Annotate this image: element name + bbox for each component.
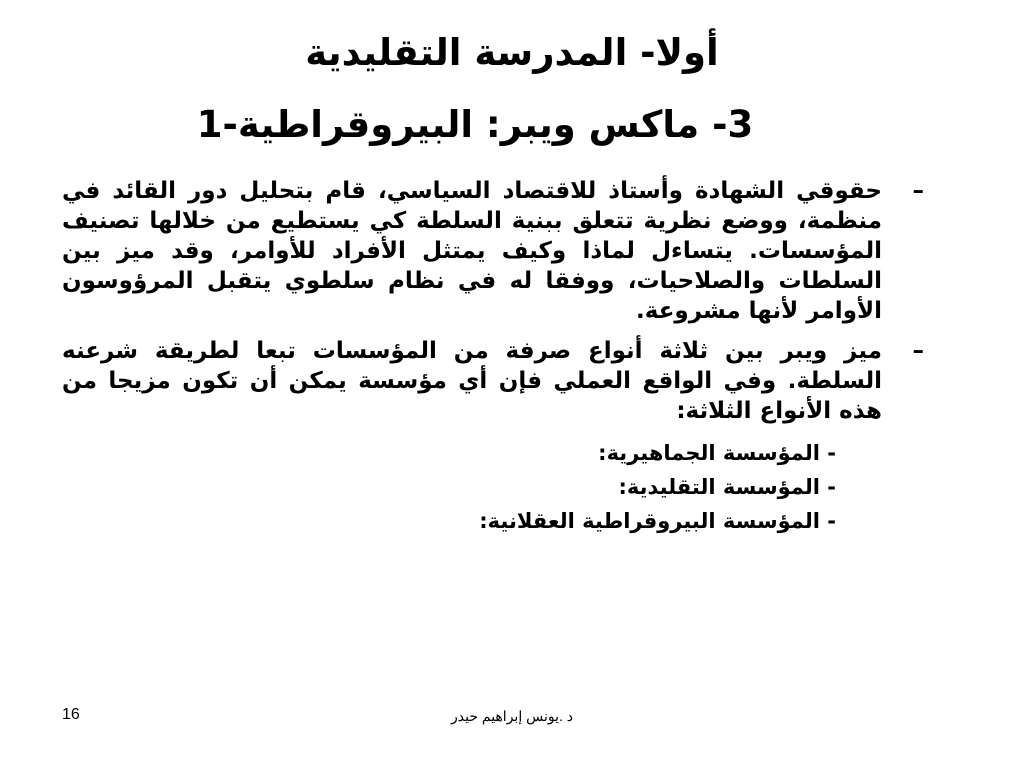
slide-body — [62, 176, 924, 538]
paragraph-text: ميز ويبر بين ثلاثة أنواع صرفة من المؤسسات تبعا لطريقة شرعنه السلطة. وفي الواقع العملي فإن أي مؤسسة يمكن أن تكون مزيجا من هذه الأنواع الثلاثة: — [62, 338, 882, 424]
sub-item-traditional-organization: - المؤسسة التقليدية: — [618, 475, 836, 499]
bullet-dash: – — [912, 178, 924, 204]
page-number: 16 — [62, 706, 80, 723]
sub-item-rational-bureaucratic-organization: - المؤسسة البيروقراطية العقلانية: — [479, 509, 836, 533]
slide-title: أولا- المدرسة التقليدية — [305, 31, 719, 74]
paragraph-text: حقوقي الشهادة وأستاذ للاقتصاد السياسي، قام بتحليل دور القائد في منظمة، ووضع نظرية تتعلق ببنية السلطة كي يستطيع من خلالها تصنيف المؤسسات. يتساءل لماذا وكيف يمتثل الأفراد للأوامر، وقد ميز بين السلطات والصلاحيات، ووفقا له في نظام سلطوي يتقبل المرؤوسون الأوامر لأنها مشروعة. — [62, 178, 882, 324]
footer-author: د .يونس إبراهيم حيدر — [451, 708, 573, 724]
paragraph-1 — [62, 176, 924, 326]
sub-item-mass-organization: - المؤسسة الجماهيرية: — [598, 441, 836, 465]
paragraph-2 — [62, 336, 924, 426]
bullet-dash: – — [912, 338, 924, 364]
slide-subtitle: 3- ماكس ويبر: البيروقراطية-1 — [196, 103, 754, 146]
